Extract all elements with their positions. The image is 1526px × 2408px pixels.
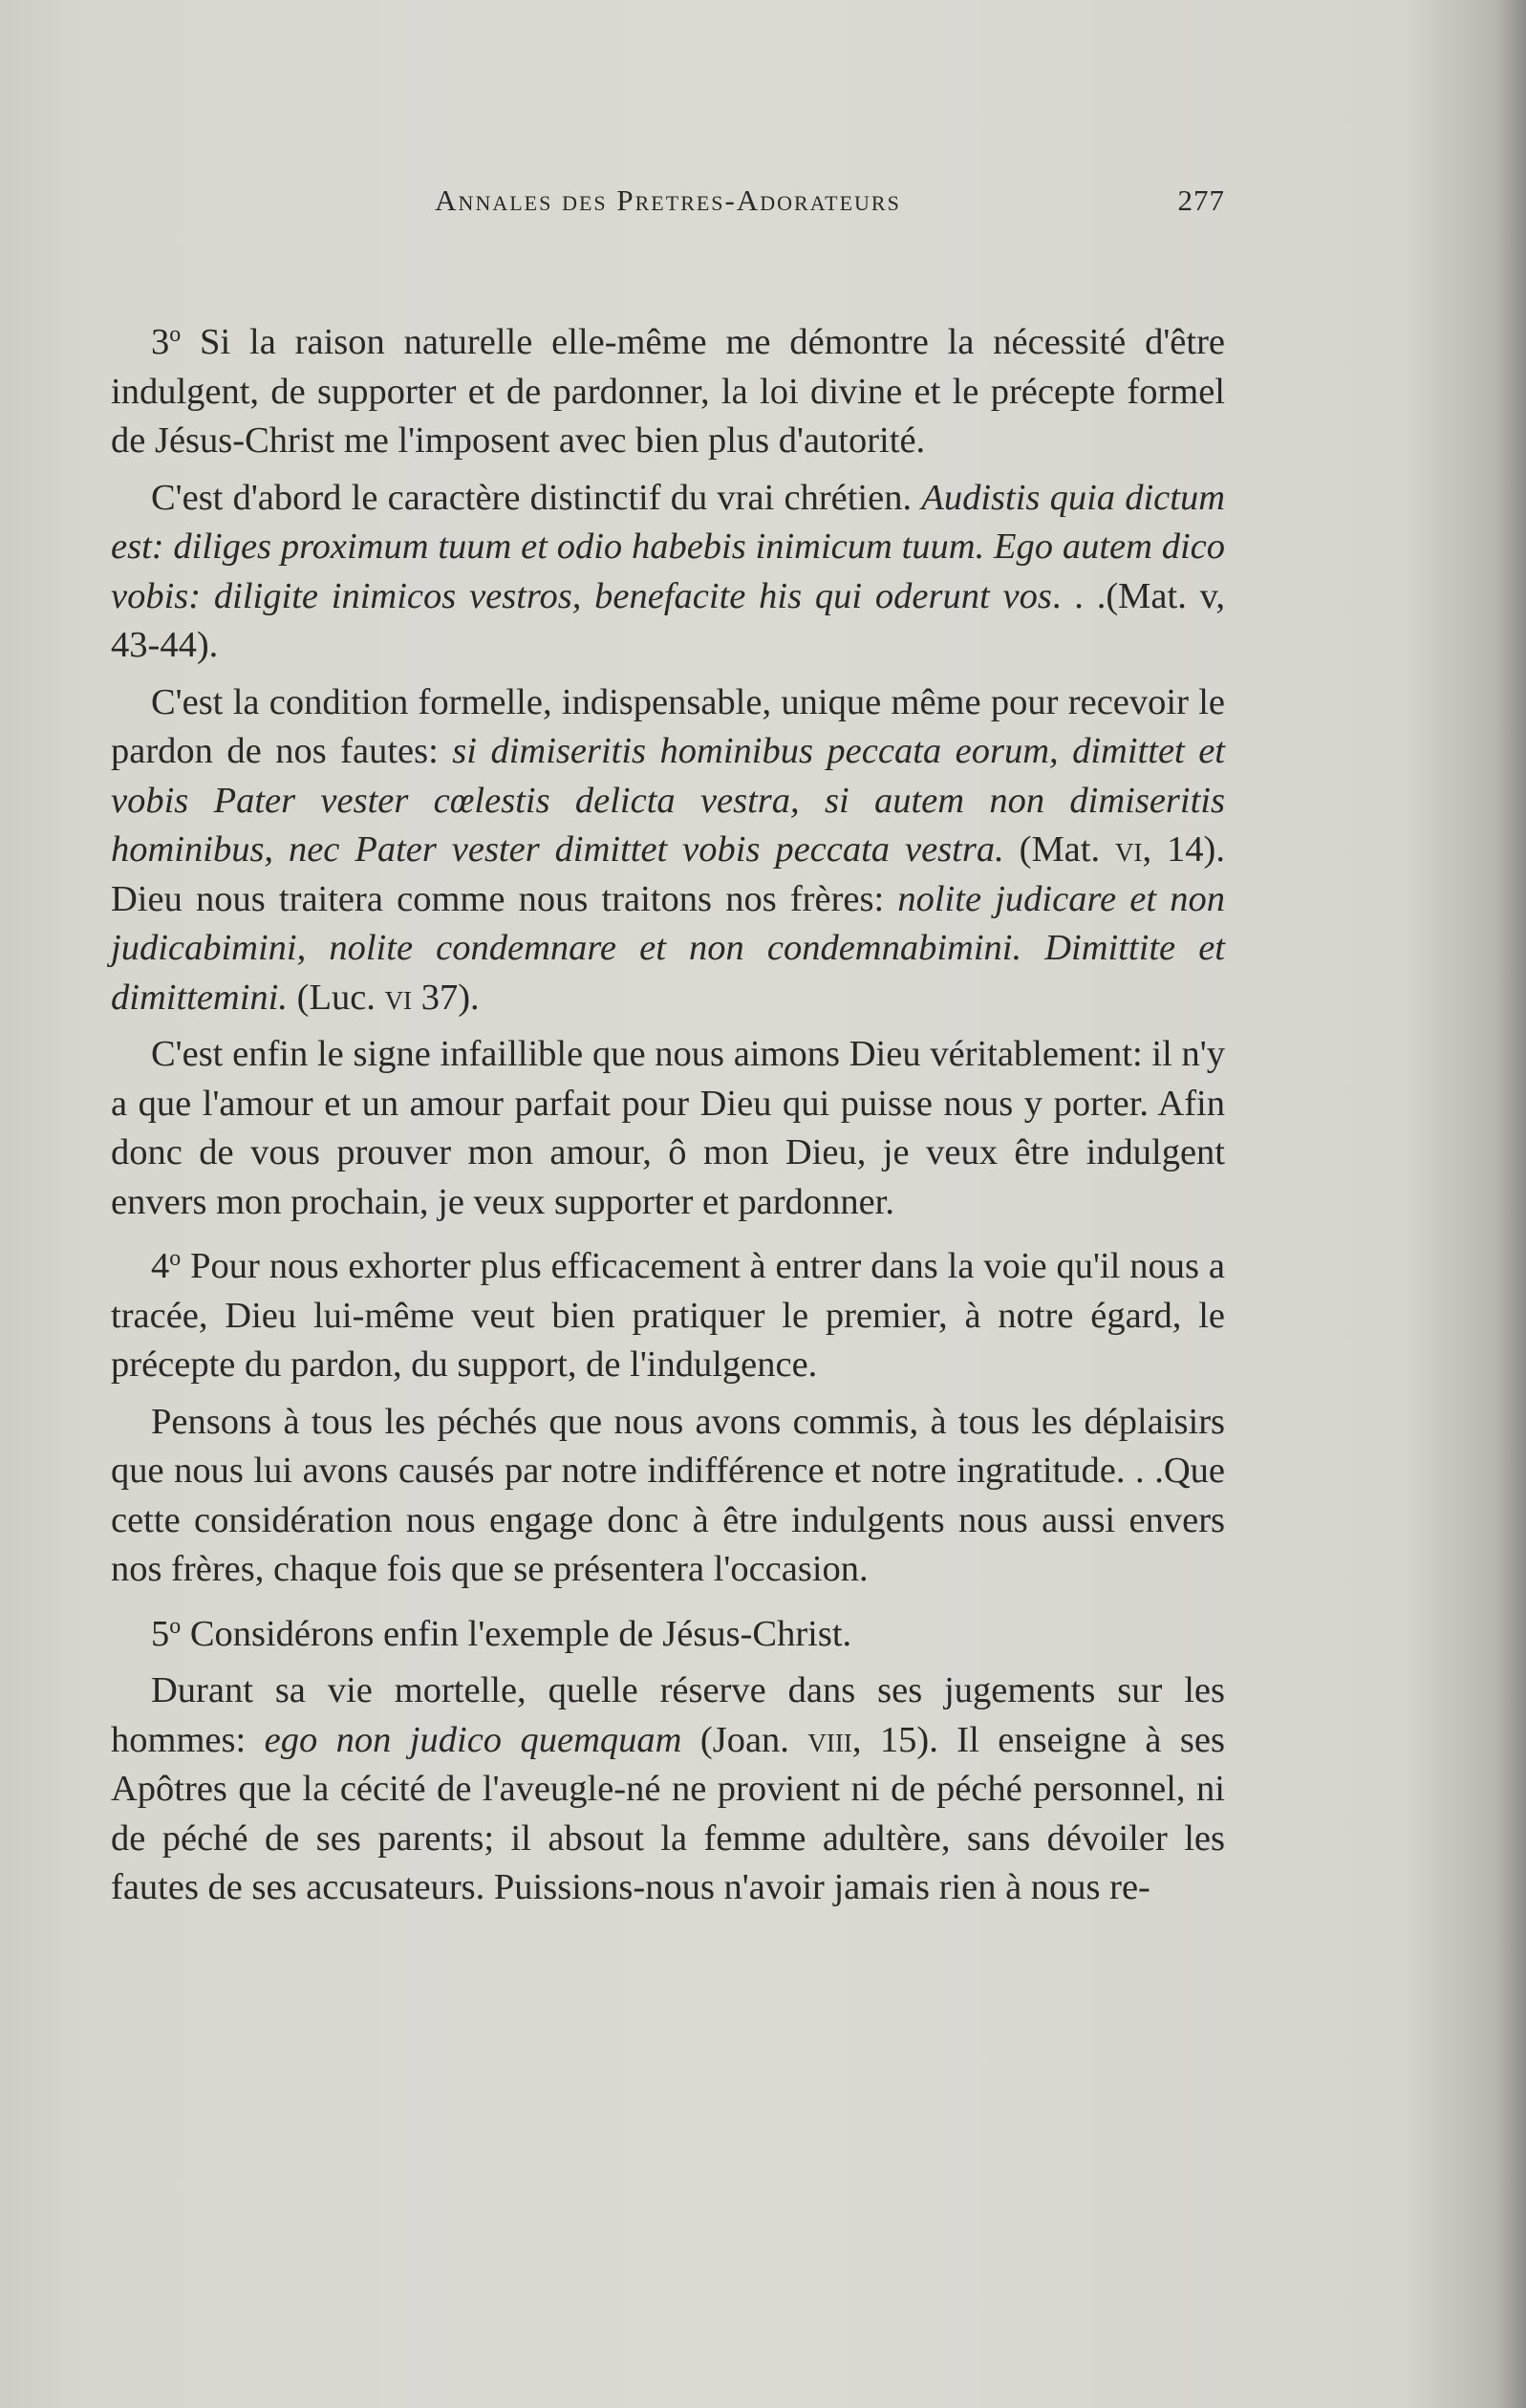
paragraph-text: Pensons à tous les péchés que nous avons commis, à tous les déplaisirs que nous lui avons causés par notre indifférence et notre ingratitude. . .Que cette considération nous engage donc à être indulgents nous aussi envers nos frères, chaque fois que se présentera l'occasion. [111,1401,1225,1590]
paragraph-text: Pour nous exhorter plus efficacement à entrer dans la voie qu'il nous a tracée, Dieu lui-même veut bien pratiquer le premier, à notre égard, le précepte du pardon, du support, de l'indulgence. [111,1246,1225,1386]
paragraph-3 [111,311,1225,466]
paragraph-text: , 15). Il enseigne à ses Apôtres que la cécité de l'aveugle-né ne provient ni de péché personnel, ni de péché de ses parents; il absout la femme adultère, sans dévoiler les fautes de ses accusateurs. Puissions-nous n'avoir jamais rien à nous re- [111,1719,1225,1908]
paragraph-4 [111,1235,1225,1390]
paragraph-number: 5 [151,1613,170,1654]
citation-chapter: vi [1115,829,1143,871]
page-header [111,183,1225,222]
paragraph-text: , 14). Dieu nous traitera comme nous traitons nos frères: [111,829,1226,919]
paragraph-number: 4 [151,1246,170,1287]
latin-quote: ego non judico quemquam [264,1719,682,1760]
paragraph-sins [111,1398,1225,1595]
citation: . . .(Mat. v, 43-44). [111,575,1226,666]
citation: (Joan. [681,1719,808,1760]
latin-quote: Audistis quia dictum est: diliges proximum tuum et odio habebis inimicum tuum. Ego autem dico vobis: diligite inimicos vestros, benefacite his qui oderunt vos [111,477,1225,616]
paragraph-text: C'est la condition formelle, indispensable, unique même pour recevoir le pardon de nos fautes: [111,681,1225,772]
citation-chapter: viii [807,1719,852,1760]
ordinal-mark: o [169,1613,182,1639]
citation-chapter: vi [384,977,413,1018]
paragraph-text: Considérons enfin l'exemple de Jésus-Christ. [181,1613,852,1654]
paragraph-5 [111,1602,1225,1660]
paragraph-text: C'est d'abord le caractère distinctif du vrai chrétien. [151,477,922,518]
paragraph-text: Durant sa vie mortelle, quelle réserve dans ses jugements sur les hommes: [111,1670,1225,1760]
paragraph-first-reason [111,474,1225,671]
running-title: Annales des Pretres-Adorateurs [435,183,901,217]
body-text [111,311,1225,1921]
ordinal-mark: o [169,1246,182,1272]
ordinal-mark: o [169,322,182,347]
page-number: 277 [1177,183,1225,217]
paragraph-sign [111,1030,1225,1227]
citation: 37). [412,977,480,1018]
citation: (Mat. [1003,829,1116,871]
paragraph-text: Si la raison naturelle elle-même me démontre la nécessité d'être indulgent, de supporter et de pardonner, la loi divine et le précepte formel de Jésus-Christ me l'imposent avec bien plus d'autorité. [111,322,1225,462]
paragraph-mortal-life [111,1666,1225,1913]
latin-quote: nolite judicare et non judicabimini, nolite condemnare et non condemnabimini. Dimittite et dimittemini. [111,878,1225,1018]
paragraph-number: 3 [151,322,170,363]
latin-quote: si dimiseritis hominibus peccata eorum, dimittet et vobis Pater vester cœlestis delicta vestra, si autem non dimiseritis hominibus, nec Pater vester dimittet vobis peccata vestra. [111,731,1225,871]
paragraph-text: C'est enfin le signe infaillible que nous aimons Dieu véritablement: il n'y a que l'amour et un amour parfait pour Dieu qui puisse nous y porter. Afin donc de vous prouver mon amour, ô mon Dieu, je veux être indulgent envers mon prochain, je veux supporter et pardonner. [111,1034,1225,1222]
citation: (Luc. [288,977,385,1018]
paragraph-condition [111,678,1225,1023]
